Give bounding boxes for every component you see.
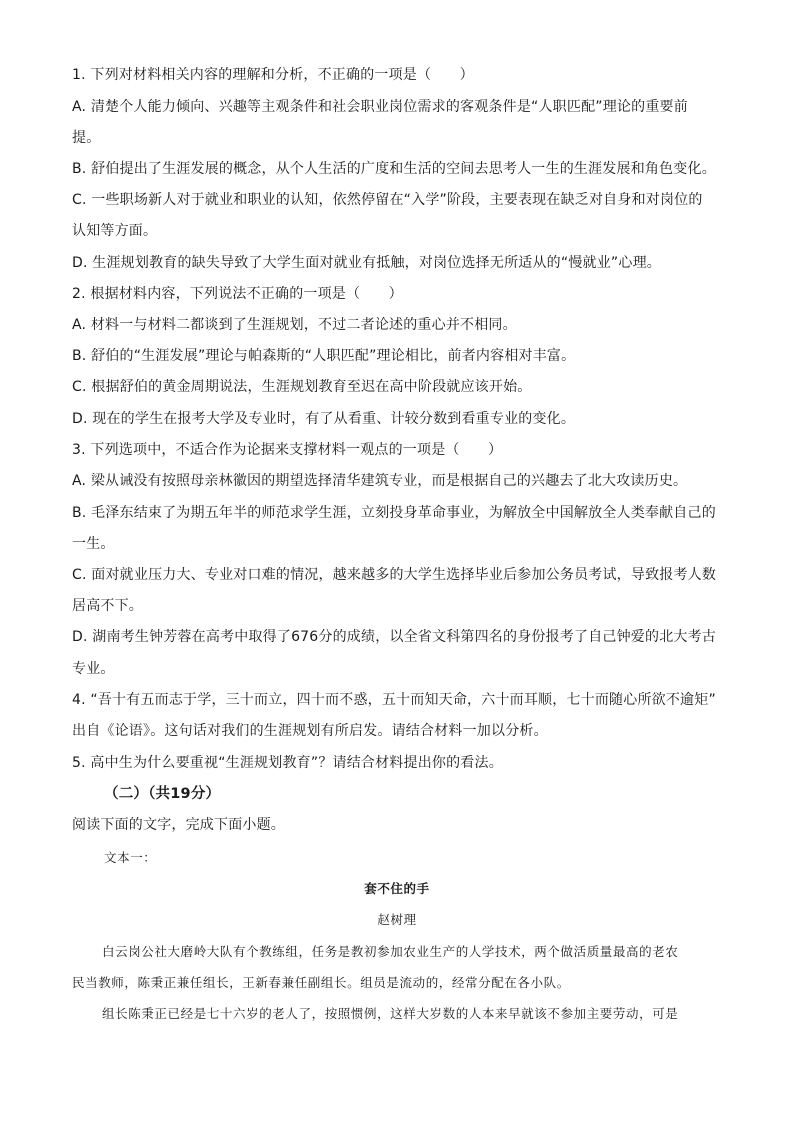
question-3-option-b-line1: B. 毛泽东结束了为期五年半的师范求学生涯，立刻投身革命事业，为解放全中国解放全人类奉献自己的 [72, 505, 716, 521]
question-3-option-b-line2: 一生。 [72, 536, 115, 552]
question-3-option-d-line1: D. 湖南考生钟芳蓉在高考中取得了676分的成绩，以全省文科第四名的身份报考了自己钟爱的北大考古 [72, 629, 716, 645]
question-5-stem: 5. 高中生为什么要重视“生涯规划教育”？请结合材料提出你的看法。 [72, 755, 503, 771]
story-paragraph-2-line1: 组长陈秉正已经是七十六岁的老人了，按照惯例，这样大岁数的人本来早就该不参加主要劳动，可是 [102, 1006, 679, 1021]
story-paragraph-1-line1: 白云岗公社大磨岭大队有个教练组，任务是教初参加农业生产的人学技术，两个做活质量最高的老农 [102, 944, 679, 959]
story-paragraph-1-line2: 民当教师，陈秉正兼任组长，王新春兼任副组长。组员是流动的，经常分配在各小队。 [72, 975, 570, 990]
question-2-option-b: B. 舒伯的“生涯发展”理论与帕森斯的“人职匹配”理论相比，前者内容相对丰富。 [72, 348, 576, 364]
question-1-option-c-line1: C. 一些职场新人对于就业和职业的认知，依然停留在“入学”阶段，主要表现在缺乏对自身和对岗位的 [72, 192, 703, 208]
question-2-option-a: A. 材料一与材料二都谈到了生涯规划，不过二者论述的重心并不相同。 [72, 317, 517, 333]
question-3-stem: 3. 下列选项中，不适合作为论据来支撑材料一观点的一项是（ ） [72, 442, 503, 458]
question-1-option-a-line2: 提。 [72, 130, 101, 146]
question-1-stem: 1. 下列对材料相关内容的理解和分析，不正确的一项是（ ） [72, 67, 474, 83]
question-1-option-b: B. 舒伯提出了生涯发展的概念，从个人生活的广度和生活的空间去思考人一生的生涯发展和角色变化。 [72, 161, 716, 177]
question-3-option-d-line2: 专业。 [72, 661, 115, 677]
question-1-option-c-line2: 认知等方面。 [72, 223, 158, 239]
question-4-line1: 4. “吾十有五而志于学，三十而立，四十而不惑，五十而知天命，六十而耳顺，七十而随心所欲不逾矩” [72, 692, 716, 708]
text-one-label: 文本一： [104, 850, 157, 865]
question-2-stem: 2. 根据材料内容，下列说法不正确的一项是（ ） [72, 286, 403, 302]
question-2-option-c: C. 根据舒伯的黄金周期说法，生涯规划教育至迟在高中阶段就应该开始。 [72, 379, 532, 395]
question-3-option-c-line2: 居高不下。 [72, 598, 143, 614]
question-1-option-d: D. 生涯规划教育的缺失导致了大学生面对就业有抵触，对岗位选择无所适从的“慢就业”心理。 [72, 255, 661, 271]
question-2-option-d: D. 现在的学生在报考大学及专业时，有了从看重、计较分数到看重专业的变化。 [72, 411, 576, 427]
story-author: 赵树理 [377, 912, 417, 927]
section-2-heading: （二）（共19分） [104, 786, 221, 802]
story-title: 套不住的手 [364, 881, 430, 896]
section-2-instruction: 阅读下面的文字，完成下面小题。 [72, 817, 285, 833]
question-3-option-c-line1: C. 面对就业压力大、专业对口难的情况，越来越多的大学生选择毕业后参加公务员考试，导致报考人数 [72, 567, 717, 583]
question-1-option-a-line1: A. 清楚个人能力倾向、兴趣等主观条件和社会职业岗位需求的客观条件是“人职匹配”理论的重要前 [72, 99, 688, 115]
question-3-option-a: A. 梁从诫没有按照母亲林徽因的期望选择清华建筑专业，而是根据自己的兴趣去了北大攻读历史。 [72, 473, 688, 489]
question-4-line2: 出自《论语》。这句话对我们的生涯规划有所启发。请结合材料一加以分析。 [72, 723, 548, 739]
